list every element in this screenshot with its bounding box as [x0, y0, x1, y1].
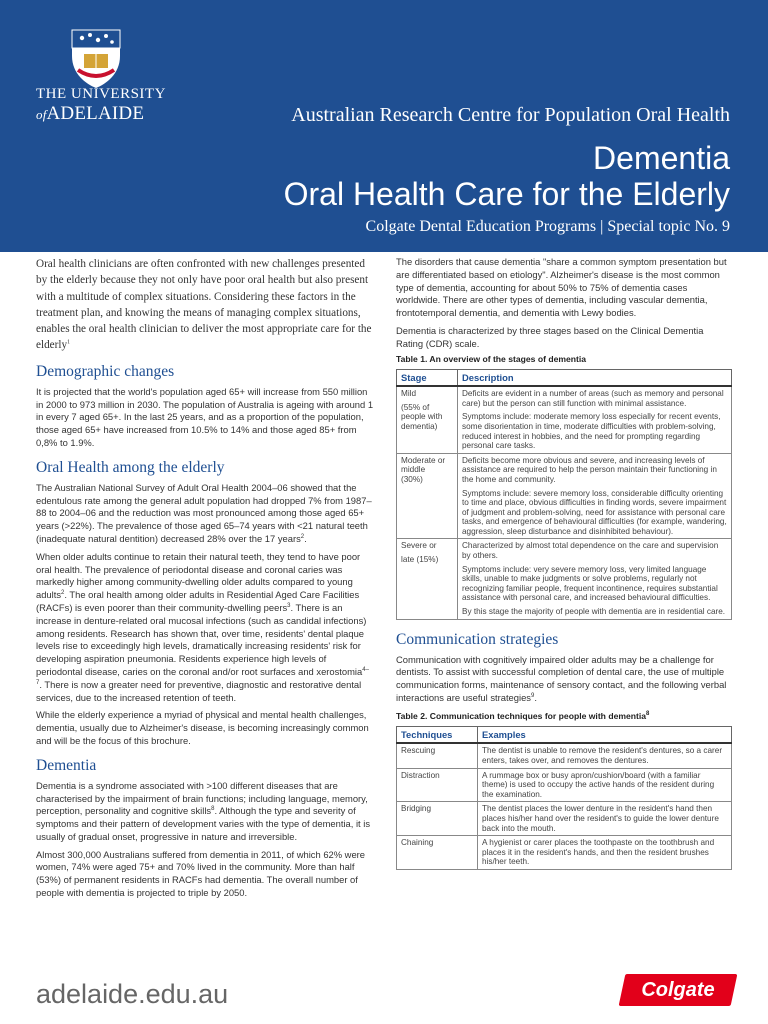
text: . There is now a greater need for preventive, diagnostic and restorative dental services, due to the increased retention of teeth.: [36, 678, 362, 703]
stage-cell: [397, 539, 458, 619]
example-cell: A rummage box or busy apron/cushion/board (with a familiar theme) is used to occupy the active hands of the resident during the examination.: [478, 768, 732, 802]
program-series: Colgate Dental Education Programs | Special topic No. 9: [365, 218, 730, 235]
paragraph-dementia-1: [36, 780, 374, 844]
table-row: [397, 453, 732, 539]
paragraph-oral-3: While the elderly experience a myriad of physical and mental health challenges, dementia, usually due to Alzheimer's disease, is becoming increasingly common and will be the focus of this brochure.: [36, 709, 369, 746]
symptoms-text: Symptoms include: severe memory loss, considerable difficulty orienting to time and place, obvious difficulties in finding words, severe impairment of judgment and problem-solving, need for assistance with personal care tasks, and emergence of behavioural difficulties (for example, wandering, aggression, sleep disturbance and disinhibited behaviour).: [462, 488, 727, 536]
text: When older adults continue to retain their natural teeth, they tend to have poor oral health. The prevalence of periodontal disease and coronal caries was markedly higher among community-dwelling older adults compared to young adults: [36, 550, 361, 601]
text: Table 2. Communication techniques for people with dementia: [396, 710, 647, 721]
ref: 8: [211, 806, 215, 813]
colgate-logo-text: Colgate: [641, 979, 715, 1001]
left-column: [36, 256, 374, 905]
text: . The oral health among older adults in Residential Aged Care Facilities (RACFs) is even poorer than their community-dwelling peers: [36, 589, 360, 613]
table-row: [397, 386, 732, 453]
table-header: Examples: [478, 726, 732, 743]
stages-table: [396, 369, 732, 620]
ref: 3: [287, 602, 291, 609]
page-title: Dementia: [593, 140, 730, 176]
stage-cell: [397, 386, 458, 453]
right-column: [396, 256, 732, 870]
stage-share: late (15%): [401, 555, 439, 565]
paragraph-disorders: The disorders that cause dementia "share a common symptom presentation but are differentiated based on etiology". Alzheimer's disease is the most common type of dementia, accounting for about 50% to 75% of dementia cases worldwide. There are other types of dementia, including vascular dementia, frontotemporal dementia, and dementia with Lewy bodies.: [396, 256, 727, 319]
table-row: [397, 802, 732, 836]
residential-care-text: By this stage the majority of people with dementia are in residential care.: [462, 607, 726, 617]
ref: 2: [300, 533, 305, 540]
paragraph-oral-2: [36, 551, 374, 705]
symptoms-text: Symptoms include: very severe memory loss, very limited language skills, unable to make judgments or solve problems, regularly not recognizing familiar people, frequent incontinence, requires substantial assistance with personal care, and increased behavioural difficulties.: [462, 564, 718, 603]
example-cell: A hygienist or carer places the toothpaste on the toothbrush and places it in the resident's hands, and then the resident brushes his/her teeth.: [478, 836, 732, 870]
table-row: [397, 768, 732, 802]
stage-name: Moderate or middle: [401, 455, 446, 475]
description-text: Deficits become more obvious and severe, and increasing levels of assistance are required to help the person maintain their functioning in the home and community.: [462, 455, 717, 484]
description-cell: [458, 386, 732, 453]
table-row: [397, 539, 732, 619]
ref: 2: [61, 590, 65, 597]
paragraph-communication: Communication with cognitively impaired older adults may be a challenge for dentists. To assist with successful completion of dental care, the use of multiple communication forms, maintenance of sensory contact, and the following verbal interactions are useful strategies$^9$.: [396, 653, 727, 704]
symptoms-text: Symptoms include: moderate memory loss especially for recent events, some disorientation in time, moderate difficulties with problem-solving, reduced interest in hobbies, and the need for prompting regarding personal care tasks.: [462, 412, 721, 451]
heading-oral-health: Oral Health among the elderly: [36, 458, 225, 476]
heading-dementia: Dementia: [36, 756, 97, 774]
ref: 1: [67, 339, 71, 346]
research-centre-name: Australian Research Centre for Population Oral Health: [291, 104, 730, 126]
table-row: [397, 836, 732, 870]
footer-url-link[interactable]: adelaide.edu.au: [36, 979, 229, 1009]
paragraph-dementia-2: Almost 300,000 Australians suffered from dementia in 2011, of which 62% were women, 74% were aged 75+ and 70% lived in the community. More than half (53%) of permanent residents in RACFs had dementia. The overall number of people with dementia is projected to triple by 2050.: [36, 848, 366, 899]
page-subtitle-title: Oral Health Care for the Elderly: [283, 176, 730, 212]
ref: 4–7: [36, 666, 369, 686]
ref: 9: [530, 692, 535, 699]
intro-paragraph: [36, 256, 374, 354]
table-header: Techniques: [397, 726, 478, 743]
stage-name: Severe or: [401, 541, 437, 551]
example-cell: The dentist is unable to remove the resident's dentures, so a carer enters, takes over, and removes the dentures.: [478, 743, 732, 768]
table-header-row: [397, 369, 732, 386]
stage-share: (30%): [401, 474, 423, 484]
table-row: [397, 743, 732, 768]
university-name: [36, 103, 144, 126]
stage-cell: [397, 453, 458, 539]
text: . Although the type and severity of symptoms and their pattern of development varies with the type of dementia, it is usually of gradual onset, progressive in nature and irreversible.: [36, 805, 371, 842]
ref: 8: [646, 710, 650, 717]
text: . There is an increase in denture-related oral mucosal infections (such as candidal infections) among residents. Research has shown that, over time, residents' dental plaque levels rise to exceedingly high levels, dramatically increasing residents' risk for developing aspiration pneumonia. Residents experience high levels of periodontal disease, caries on the coronal and/or root surfaces and xerostomia: [36, 601, 367, 677]
table-header-row: [397, 726, 732, 743]
paragraph-stages: Dementia is characterized by three stages based on the Clinical Dementia Rating (CDR) scale.: [396, 324, 704, 349]
intro-text: Oral health clinicians are often confronted with new challenges presented by the elderly because they not only have poor oral health but also present with a multitude of complex situations. Considering these factors in the treatment plan, and knowing the means of managing complex situations, enables the oral health clinician to deliver the most appropriate care for the elderly: [36, 258, 372, 352]
university-name-adelaide: ADELAIDE: [46, 103, 145, 124]
header-band: [0, 0, 768, 252]
technique-cell: Chaining: [397, 836, 478, 870]
table-header: Stage: [397, 369, 458, 386]
description-cell: [458, 539, 732, 619]
stage-name: Mild: [401, 389, 417, 399]
table-header: Description: [458, 369, 732, 386]
text: Dementia is a syndrome associated with >100 different diseases that are characterised by the impairment of brain functions; including language, memory, perception, personality and cognitive skills: [36, 779, 368, 817]
description-cell: [458, 453, 732, 539]
heading-demographic: Demographic changes: [36, 362, 175, 380]
table2-caption: [396, 710, 732, 722]
technique-cell: Distraction: [397, 768, 478, 802]
university-crest-icon: [68, 26, 124, 90]
communication-table: [396, 726, 732, 870]
table1-caption: Table 1. An overview of the stages of dementia: [396, 353, 587, 364]
technique-cell: Rescuing: [397, 743, 478, 768]
heading-communication: Communication strategies: [396, 630, 559, 648]
paragraph-oral-1: The Australian National Survey of Adult Oral Health 2004–06 showed that the edentulous rate among the general adult population had dropped 7% from 1987–88 to 2004–06 and the reduction was most pronounced among those aged 65+ years (>22%). The prevalence of those aged 65–74 years with <21 natural teeth (inadequate natural dentition) decreased 28% over the 17 years$^2$.: [36, 481, 372, 544]
description-text: Deficits are evident in a number of areas (such as memory and personal care) but the person can still function with minimal assistance.: [462, 389, 724, 408]
text: The Australian National Survey of Adult Oral Health 2004–06 showed that the edentulous rate among the general adult population had dropped 7% from 1987–88 to 2004–06 and the reduction was most pronounced among those aged 65+ years (>22%). The prevalence of those aged 65–74 years with <21 natural teeth (inadequate natural dentition) decreased 28% over the 17 years: [36, 481, 372, 544]
paragraph-demographic: It is projected that the world's population aged 65+ will increase from 550 million in 2000 to 973 million in 2030. The population of Australia is ageing with around 1 in every 7 aged 65+. In the last 25 years, and as a proportion of the population, those aged 65+ have increased from 10.5% to 14% and those aged 85+ from 0,8% to 1.9%.: [36, 385, 374, 448]
colgate-logo: [619, 974, 738, 1006]
university-name-of: of: [36, 107, 47, 122]
description-text: Characterized by almost total dependence on the care and supervision by others.: [462, 541, 719, 561]
text: Communication with cognitively impaired older adults may be a challenge for dentists. To assist with successful completion of dental care, the use of multiple communication forms, maintenance of sensory contact, and the following verbal interactions are useful strategies: [396, 653, 727, 704]
example-cell: The dentist places the lower denture in the resident's hand then places his/her hand over the resident's to guide the lower denture back into the mouth.: [478, 802, 732, 836]
university-name-the: THE UNIVERSITY: [36, 86, 166, 102]
stage-share: (55% of people with dementia): [401, 402, 443, 431]
technique-cell: Bridging: [397, 802, 478, 836]
